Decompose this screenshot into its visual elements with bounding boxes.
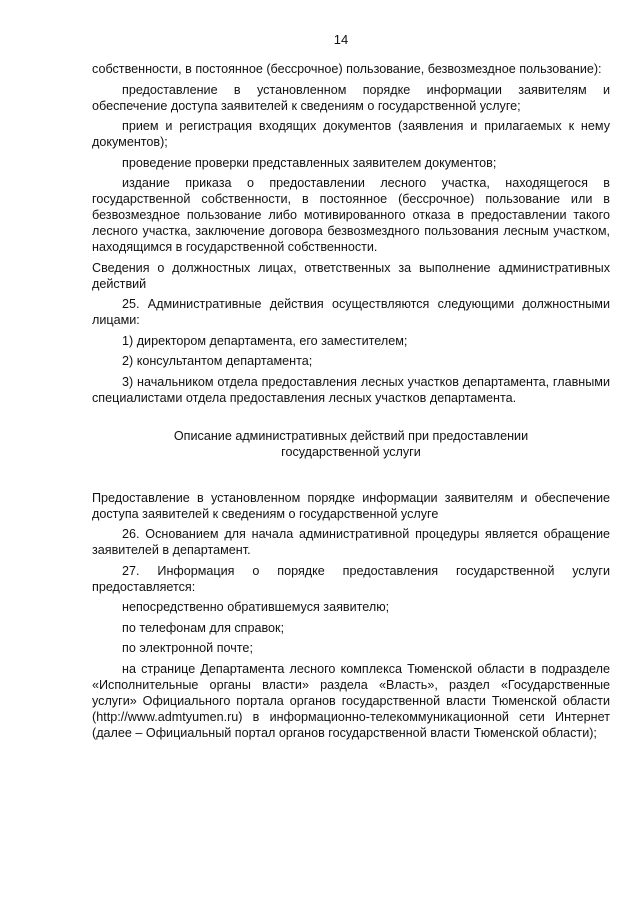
paragraph-list-item: издание приказа о предоставлении лесного участка, находящегося в государственной собственности, в постоянное (бессрочное) пользование или в безвозмездное пользование либо мотивированного отказа в предоставлении такого лесного участка, заключение договора безвозмездного пользования лесным участком, находящимся в государственной собственности. bbox=[92, 176, 610, 254]
paragraph-subheading: Сведения о должностных лицах, ответственных за выполнение административных действий bbox=[92, 260, 610, 291]
paragraph-list-item: проведение проверки представленных заявителем документов; bbox=[122, 155, 497, 170]
bottom-section bbox=[92, 490, 610, 741]
paragraph-clause-27: 27. Информация о порядке предоставления государственной услуги предоставляется: bbox=[92, 563, 610, 594]
page-number: 14 bbox=[333, 32, 349, 47]
paragraph-list-item: предоставление в установленном порядке информации заявителям и обеспечение доступа заявителей к сведениям о государственной услуге; bbox=[92, 82, 610, 113]
document-page bbox=[92, 32, 610, 745]
section-heading bbox=[92, 428, 610, 460]
paragraph-subheading: Предоставление в установленном порядке информации заявителям и обеспечение доступа заявителей к сведениям о государственной услуге bbox=[92, 490, 610, 521]
paragraph-clause-26: 26. Основанием для начала административной процедуры является обращение заявителей в департамент. bbox=[92, 527, 610, 557]
paragraph-list-item: непосредственно обратившемуся заявителю; bbox=[122, 600, 390, 614]
paragraph-list-item: 1) директором департамента, его заместителем; bbox=[122, 333, 408, 348]
paragraph-continuation: собственности, в постоянное (бессрочное) пользование, безвозмездное пользование): bbox=[92, 62, 602, 76]
paragraph-list-item: по телефонам для справок; bbox=[122, 620, 285, 635]
section-heading-line2: государственной услуги bbox=[281, 444, 421, 459]
paragraph-list-item: прием и регистрация входящих документов (заявления и прилагаемых к нему документов); bbox=[92, 119, 610, 149]
paragraph-clause-25: 25. Административные действия осуществляются следующими должностными лицами: bbox=[92, 297, 610, 327]
top-section bbox=[92, 61, 610, 406]
paragraph-list-item: на странице Департамента лесного комплекса Тюменской области в подразделе «Исполнительные органы власти» раздела «Власть», раздел «Государственные услуги» Официального портала органов государственной власти Тюменской области (http://www.admtyumen.ru) в информационно-телекоммуникационной сети Интернет (далее – Официальный портал органов государственной власти Тюменской области); bbox=[92, 661, 610, 740]
section-heading-line1: Описание административных действий при предоставлении bbox=[173, 428, 529, 443]
paragraph-list-item: 2) консультантом департамента; bbox=[122, 354, 313, 368]
paragraph-list-item: по электронной почте; bbox=[122, 641, 253, 655]
paragraph-list-item: 3) начальником отдела предоставления лесных участков департамента, главными специалистами отдела предоставления лесных участков департамента. bbox=[92, 374, 610, 405]
